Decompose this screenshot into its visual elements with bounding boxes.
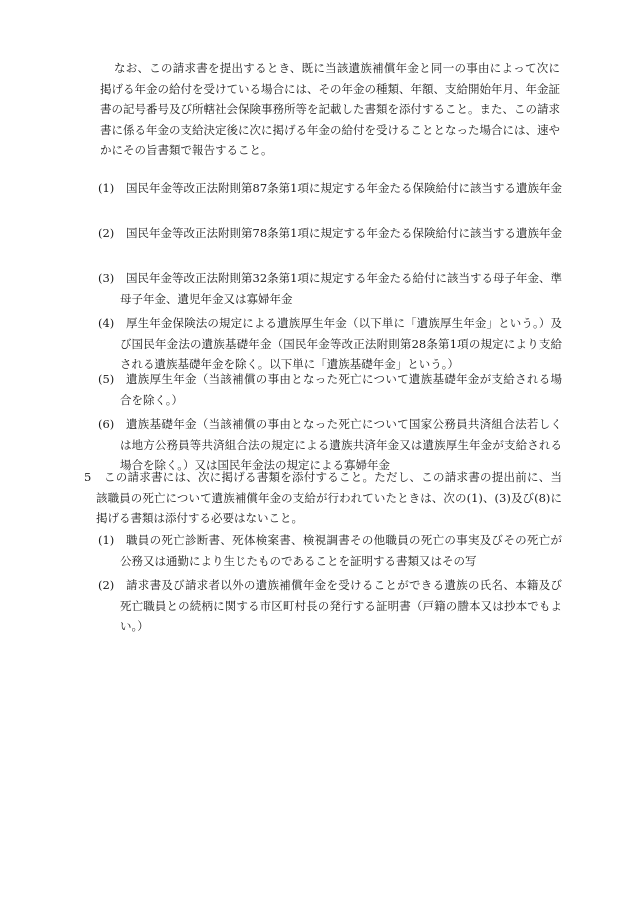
intro-paragraph: なお、この請求書を提出するとき、既に当該遺族補償年金と同一の事由によって次に掲げる年金の給付を受けている場合には、その年金の種類、年額、支給開始年月、年金証書の記号番号及び所轄社会保険事務所等を記載した書類を添付すること。また、この請求書に係る年金の支給決定後に次に掲げる年金の給付を受けることとなった場合には、速やかにその旨書類で報告すること。 <box>100 61 560 158</box>
list-item-text: 遺族基礎年金（当該補償の事由となった死亡について国家公務員共済組合法若しくは地方公務員等共済組合法の規定による遺族共済年金又は遺族厚生年金が支給される場合を除く。）又は国民年金法の規定による寡婦年金 <box>120 417 562 473</box>
list-item-number: (1) <box>98 181 115 195</box>
list-item-text: 国民年金等改正法附則第78条第1項に規定する年金たる保険給付に該当する遺族年金 <box>126 226 562 240</box>
list-item-number: (3) <box>98 271 115 285</box>
list-item-text: 遺族厚生年金（当該補償の事由となった死亡について遺族基礎年金が支給される場合を除く。） <box>120 372 562 407</box>
section-5 <box>84 467 562 529</box>
list-item-3 <box>98 268 562 309</box>
list-item-1 <box>98 178 562 199</box>
list-item-2 <box>98 223 562 244</box>
list-item-number: (2) <box>98 578 115 592</box>
list-item-text: 国民年金等改正法附則第32条第1項に規定する年金たる給付に該当する母子年金、準母子年金、遺児年金又は寡婦年金 <box>120 271 562 306</box>
list-item-text: 請求書及び請求者以外の遺族補償年金を受けることができる遺族の氏名、本籍及び死亡職員との続柄に関する市区町村長の発行する証明書（戸籍の謄本又は抄本でもよい。） <box>120 578 562 634</box>
list-item-text: 国民年金等改正法附則第87条第1項に規定する年金たる保険給付に該当する遺族年金 <box>126 181 562 195</box>
section5-item-1 <box>98 530 562 571</box>
list-item-number: (2) <box>98 226 115 240</box>
list-item-4 <box>98 313 562 375</box>
list-item-number: (1) <box>98 533 115 547</box>
list-item-text: 厚生年金保険法の規定による遺族厚生年金（以下単に「遺族厚生年金」という。）及び国民年金法の遺族基礎年金（国民年金等改正法附則第28条第1項の規定により支給される遺族基礎年金を除く。以下単に「遺族基礎年金」という。） <box>120 316 562 372</box>
list-item-number: (6) <box>98 417 115 431</box>
list-item-text: 職員の死亡診断書、死体検案書、検視調書その他職員の死亡の事実及びその死亡が公務又は通勤により生じたものであることを証明する書類又はその写 <box>120 533 562 568</box>
section-number: 5 <box>84 470 92 484</box>
list-item-number: (4) <box>98 316 115 330</box>
section5-item-2 <box>98 575 562 637</box>
list-item-5 <box>98 369 562 410</box>
list-item-number: (5) <box>98 372 115 386</box>
section-text: この請求書には、次に掲げる書類を添付すること。ただし、この請求書の提出前に、当該職員の死亡について遺族補償年金の支給が行われていたときは、次の(1)、(3)及び(8)に掲げる書類は添付する必要はないこと。 <box>96 470 562 526</box>
